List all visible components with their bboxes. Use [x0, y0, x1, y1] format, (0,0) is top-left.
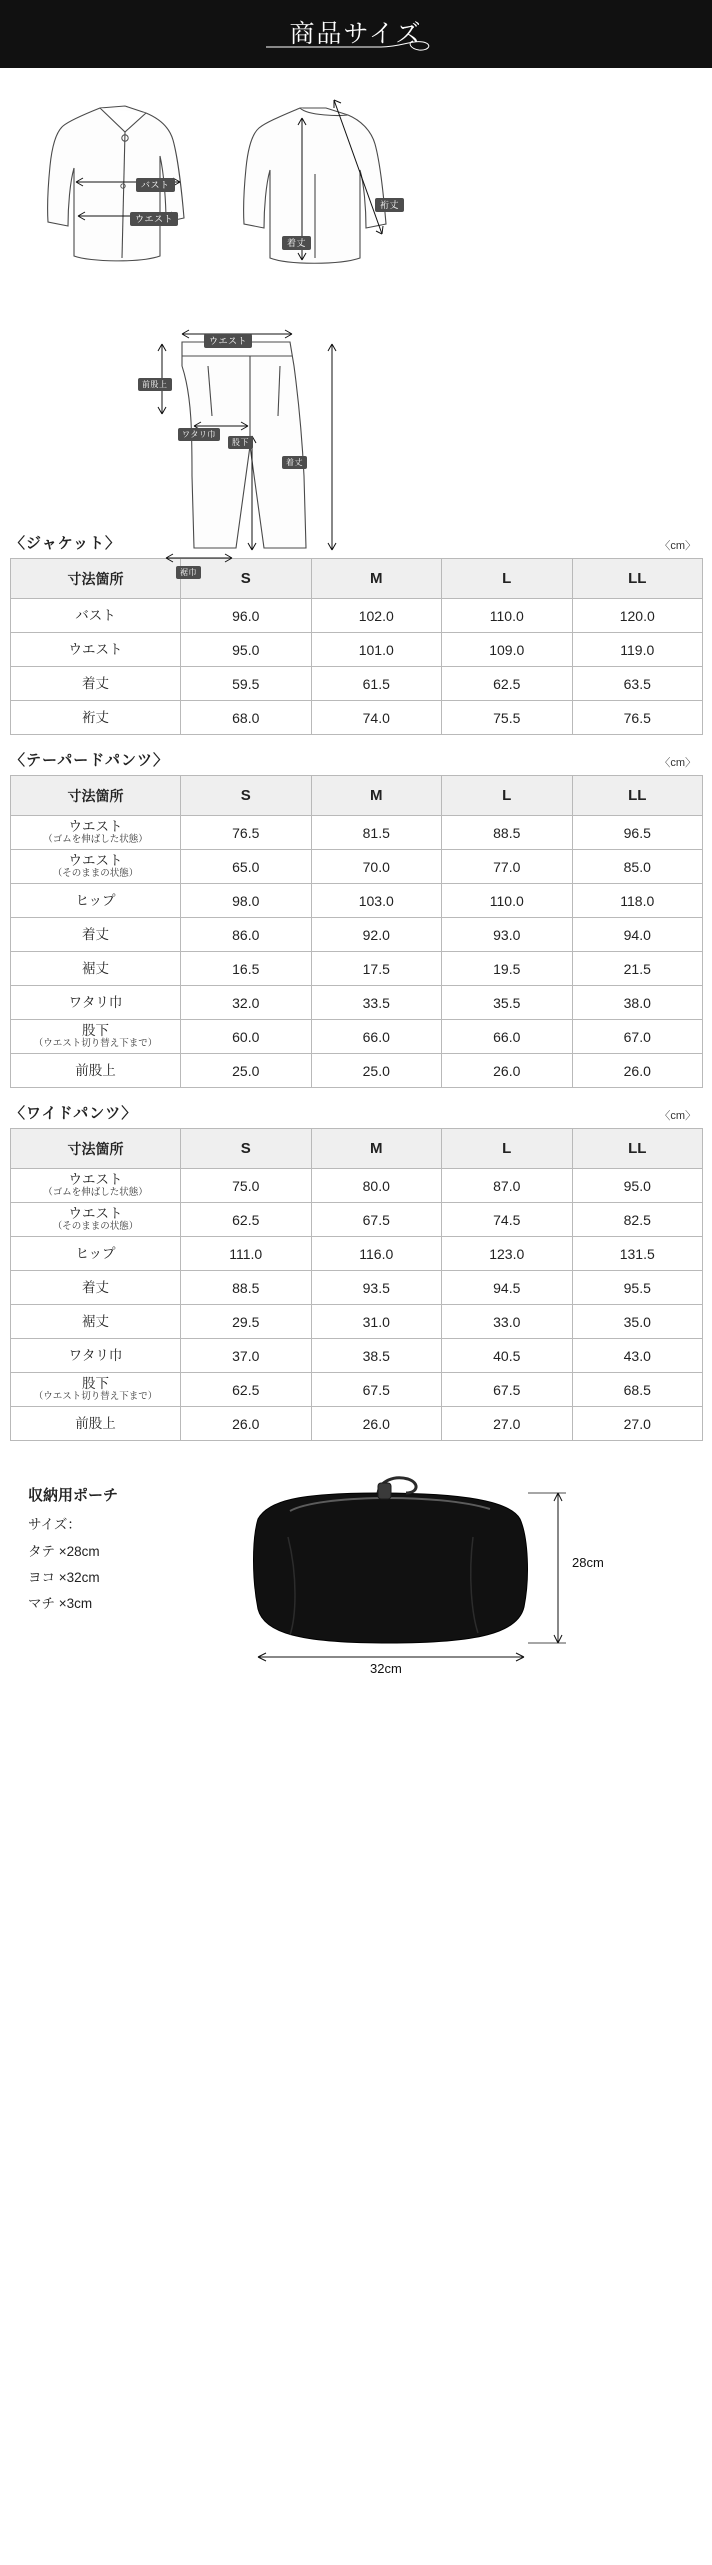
cell: 110.0	[442, 599, 573, 633]
pouch-width-dimension: 32cm	[370, 1661, 402, 1676]
cell: 94.5	[442, 1271, 573, 1305]
cell: 101.0	[311, 633, 442, 667]
cell: 19.5	[442, 952, 573, 986]
cell: 60.0	[181, 1020, 312, 1054]
cell: 61.5	[311, 667, 442, 701]
section-unit-jacket: 〈cm〉	[659, 540, 696, 552]
section-unit-wide: 〈cm〉	[659, 1110, 696, 1122]
cell: 92.0	[311, 918, 442, 952]
cell: 85.0	[572, 850, 703, 884]
cell: 68.0	[181, 701, 312, 735]
cell: 32.0	[181, 986, 312, 1020]
page-header	[0, 0, 712, 68]
row-label	[11, 1169, 181, 1203]
table-row	[11, 952, 703, 986]
cell: 111.0	[181, 1237, 312, 1271]
table-row	[11, 1305, 703, 1339]
cell: 77.0	[442, 850, 573, 884]
cell: 118.0	[572, 884, 703, 918]
pouch-text-block	[28, 1481, 118, 1618]
cell: 74.5	[442, 1203, 573, 1237]
table-row	[11, 1169, 703, 1203]
cell: 116.0	[311, 1237, 442, 1271]
col-header: LL	[572, 559, 703, 599]
table-row	[11, 1054, 703, 1088]
pouch-line: ヨコ ×32cm	[28, 1569, 100, 1585]
cell: 21.5	[572, 952, 703, 986]
cell: 26.0	[572, 1054, 703, 1088]
cell: 29.5	[181, 1305, 312, 1339]
row-label	[11, 1373, 181, 1407]
cell: 86.0	[181, 918, 312, 952]
cell: 120.0	[572, 599, 703, 633]
col-header: 寸法箇所	[11, 1129, 181, 1169]
cell: 66.0	[311, 1020, 442, 1054]
cell: 110.0	[442, 884, 573, 918]
table-row	[11, 633, 703, 667]
size-table-tapered-pants	[10, 775, 703, 1088]
row-label: 前股上	[11, 1407, 181, 1441]
cell: 88.5	[181, 1271, 312, 1305]
tag-length-jacket: 着丈	[282, 236, 311, 250]
cell: 35.5	[442, 986, 573, 1020]
cell: 59.5	[181, 667, 312, 701]
row-label	[11, 1203, 181, 1237]
cell: 33.0	[442, 1305, 573, 1339]
tag-length-pants: 着丈	[282, 456, 307, 469]
jacket-front-illustration	[30, 86, 230, 286]
table-row	[11, 1237, 703, 1271]
col-header: M	[311, 776, 442, 816]
row-label-main: ウエスト	[68, 852, 123, 868]
col-header: LL	[572, 776, 703, 816]
pouch-line: タテ ×28cm	[28, 1543, 100, 1559]
col-header: S	[181, 776, 312, 816]
col-header: S	[181, 559, 312, 599]
col-header: M	[311, 1129, 442, 1169]
table-row	[11, 850, 703, 884]
col-header: L	[442, 776, 573, 816]
table-row	[11, 1373, 703, 1407]
row-label: 裾丈	[11, 952, 181, 986]
cell: 119.0	[572, 633, 703, 667]
tag-waist-pants: ウエスト	[204, 334, 252, 348]
col-header: L	[442, 559, 573, 599]
cell: 87.0	[442, 1169, 573, 1203]
size-table-jacket	[10, 558, 703, 735]
cell: 123.0	[442, 1237, 573, 1271]
row-label	[11, 816, 181, 850]
col-header: M	[311, 559, 442, 599]
row-label	[11, 1020, 181, 1054]
cell: 109.0	[442, 633, 573, 667]
table-row	[11, 1339, 703, 1373]
cell: 25.0	[311, 1054, 442, 1088]
cell: 62.5	[442, 667, 573, 701]
cell: 95.0	[572, 1169, 703, 1203]
cell: 37.0	[181, 1339, 312, 1373]
table-row	[11, 1407, 703, 1441]
section-header-tapered	[0, 735, 712, 775]
col-header: 寸法箇所	[11, 776, 181, 816]
row-label: ウエスト	[11, 633, 181, 667]
row-label-main: ウエスト	[68, 1171, 123, 1187]
cell: 93.0	[442, 918, 573, 952]
row-label: バスト	[11, 599, 181, 633]
table-row	[11, 918, 703, 952]
table-row	[11, 816, 703, 850]
table-row	[11, 1020, 703, 1054]
cell: 67.5	[311, 1203, 442, 1237]
cell: 81.5	[311, 816, 442, 850]
cell: 26.0	[181, 1407, 312, 1441]
cell: 88.5	[442, 816, 573, 850]
cell: 35.0	[572, 1305, 703, 1339]
pouch-title: 収納用ポーチ	[28, 1487, 119, 1504]
row-label: 前股上	[11, 1054, 181, 1088]
row-label-main: 股下	[82, 1022, 109, 1038]
table-header-row	[11, 1129, 703, 1169]
cell: 74.0	[311, 701, 442, 735]
pouch-height-dimension: 28cm	[572, 1555, 604, 1570]
cell: 80.0	[311, 1169, 442, 1203]
footer-spacer	[0, 1677, 712, 1707]
cell: 75.5	[442, 701, 573, 735]
section-header-wide	[0, 1088, 712, 1128]
tag-waist-jacket: ウエスト	[130, 212, 178, 226]
table-row	[11, 986, 703, 1020]
cell: 38.5	[311, 1339, 442, 1373]
cell: 62.5	[181, 1203, 312, 1237]
cell: 103.0	[311, 884, 442, 918]
table-row	[11, 884, 703, 918]
cell: 94.0	[572, 918, 703, 952]
pouch-line: マチ ×3cm	[28, 1596, 93, 1612]
cell: 66.0	[442, 1020, 573, 1054]
cell: 26.0	[311, 1407, 442, 1441]
cell: 65.0	[181, 850, 312, 884]
cell: 62.5	[181, 1373, 312, 1407]
cell: 82.5	[572, 1203, 703, 1237]
row-label-sub: （ゴムを伸ばした状態）	[43, 834, 148, 846]
table-row	[11, 701, 703, 735]
row-label-sub: （ゴムを伸ばした状態）	[43, 1187, 148, 1199]
tag-hem: 裾巾	[176, 566, 201, 579]
col-header: LL	[572, 1129, 703, 1169]
pouch-section	[0, 1467, 712, 1677]
cell: 70.0	[311, 850, 442, 884]
table-header-row	[11, 776, 703, 816]
table-row	[11, 1271, 703, 1305]
cell: 67.0	[572, 1020, 703, 1054]
cell: 26.0	[442, 1054, 573, 1088]
cell: 25.0	[181, 1054, 312, 1088]
cell: 38.0	[572, 986, 703, 1020]
row-label: 裾丈	[11, 1305, 181, 1339]
tag-front-rise: 前股上	[138, 378, 172, 391]
row-label: ワタリ巾	[11, 1339, 181, 1373]
tag-bust: バスト	[136, 178, 175, 192]
cell: 17.5	[311, 952, 442, 986]
cell: 43.0	[572, 1339, 703, 1373]
cell: 76.5	[181, 816, 312, 850]
cell: 33.5	[311, 986, 442, 1020]
row-label: ワタリ巾	[11, 986, 181, 1020]
row-label-sub: （そのままの状態）	[52, 868, 139, 880]
cell: 67.5	[311, 1373, 442, 1407]
col-header: L	[442, 1129, 573, 1169]
row-label: 裄丈	[11, 701, 181, 735]
pouch-size-label: サイズ：	[28, 1517, 81, 1533]
col-header: 寸法箇所	[11, 559, 181, 599]
row-label-sub: （そのままの状態）	[52, 1221, 139, 1233]
section-title-jacket: 〈ジャケット〉	[10, 535, 121, 552]
cell: 75.0	[181, 1169, 312, 1203]
cell: 16.5	[181, 952, 312, 986]
cell: 102.0	[311, 599, 442, 633]
row-label: ヒップ	[11, 1237, 181, 1271]
size-table-wide-pants	[10, 1128, 703, 1441]
cell: 95.0	[181, 633, 312, 667]
tag-sleeve-length: 裄丈	[375, 198, 404, 212]
cell: 76.5	[572, 701, 703, 735]
row-label-main: 股下	[82, 1375, 109, 1391]
cell: 96.5	[572, 816, 703, 850]
table-row	[11, 1203, 703, 1237]
row-label: 着丈	[11, 1271, 181, 1305]
cell: 93.5	[311, 1271, 442, 1305]
cell: 63.5	[572, 667, 703, 701]
cell: 31.0	[311, 1305, 442, 1339]
cell: 40.5	[442, 1339, 573, 1373]
row-label-main: ウエスト	[68, 818, 123, 834]
section-title-tapered: 〈テーパードパンツ〉	[10, 752, 169, 769]
row-label-sub: （ウエスト切り替え下まで）	[33, 1038, 158, 1050]
col-header: S	[181, 1129, 312, 1169]
cell: 95.5	[572, 1271, 703, 1305]
row-label-sub: （ウエスト切り替え下まで）	[33, 1391, 158, 1403]
section-unit-tapered: 〈cm〉	[659, 757, 696, 769]
page-title: 商品サイズ	[289, 21, 423, 48]
cell: 131.5	[572, 1237, 703, 1271]
section-title-wide: 〈ワイドパンツ〉	[10, 1105, 138, 1122]
row-label: 着丈	[11, 918, 181, 952]
jacket-back-illustration	[222, 82, 442, 292]
cell: 67.5	[442, 1373, 573, 1407]
cell: 27.0	[572, 1407, 703, 1441]
table-row	[11, 599, 703, 633]
tag-watari: ワタリ巾	[178, 428, 220, 441]
cell: 96.0	[181, 599, 312, 633]
cell: 27.0	[442, 1407, 573, 1441]
cell: 98.0	[181, 884, 312, 918]
pants-illustration	[140, 326, 400, 571]
row-label	[11, 850, 181, 884]
cell: 68.5	[572, 1373, 703, 1407]
row-label: 着丈	[11, 667, 181, 701]
row-label: ヒップ	[11, 884, 181, 918]
table-row	[11, 667, 703, 701]
tag-inseam: 股下	[228, 436, 253, 449]
row-label-main: ウエスト	[68, 1205, 123, 1221]
